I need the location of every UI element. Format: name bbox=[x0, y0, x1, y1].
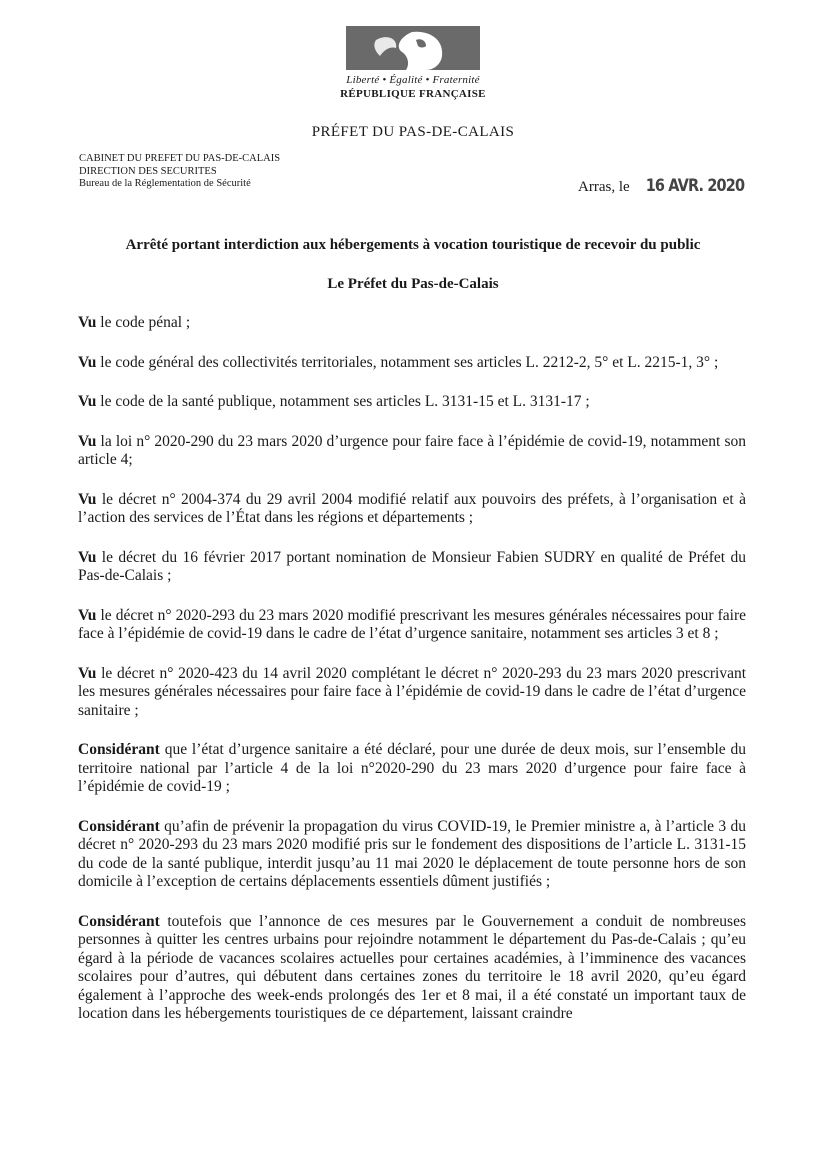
marianne-logo-graphic bbox=[346, 26, 480, 70]
paragraph-text: toutefois que l’annonce de ces mesures par le Gouvernement a conduit de nombreuses personnes à quitter les centres urbains pour rejoindre notamment le département du Pas-de-Calais ; qu’eu égard à la période de vacances scolaires actuelles pour certaines académies, à l’imminence des vacances scolaires pour d’autres, qui débutent dans certaines zones du territoire le 18 avril 2020, qu’eu égard également à l’approche des week-ends prolongés des 1er et 8 mai, il a été constaté un important taux de location dans les hébergements touristiques de ce département, laissant craindre bbox=[78, 912, 746, 1022]
date-stamp: 16 AVR. 2020 bbox=[646, 176, 745, 196]
cabinet-line: DIRECTION DES SECURITES bbox=[79, 165, 217, 177]
decree-paragraph bbox=[78, 741, 746, 797]
paragraph-lead: Vu bbox=[78, 432, 97, 450]
cabinet-line: CABINET DU PREFET DU PAS-DE-CALAIS bbox=[79, 153, 281, 164]
issuing-authority: Le Préfet du Pas-de-Calais bbox=[327, 276, 499, 292]
paragraph-lead: Vu bbox=[78, 606, 97, 624]
paragraph-lead: Vu bbox=[78, 664, 97, 682]
cabinet-address bbox=[79, 153, 280, 191]
decree-paragraph bbox=[78, 913, 746, 1024]
decree-body bbox=[78, 314, 746, 1045]
date-line bbox=[578, 176, 753, 196]
marianne-logo bbox=[346, 26, 480, 70]
decree-paragraph bbox=[78, 549, 746, 586]
decree-title: Arrêté portant interdiction aux hébergements à vocation touristique de recevoir du public bbox=[125, 237, 701, 253]
decree-paragraph bbox=[78, 607, 746, 644]
paragraph-lead: Vu bbox=[78, 548, 97, 566]
paragraph-lead: Vu bbox=[78, 393, 97, 410]
paragraph-text: le décret n° 2020-423 du 14 avril 2020 complétant le décret n° 2020-293 du 23 mars 2020 prescrivant les mesures générales nécessaires pour faire face à l’épidémie de covid-19 dans le cadre de l’état d’urgence sanitaire ; bbox=[78, 664, 746, 719]
decree-paragraph bbox=[78, 393, 746, 412]
decree-paragraph bbox=[78, 818, 746, 892]
paragraph-lead: Vu bbox=[78, 353, 97, 371]
paragraph-lead: Considérant bbox=[78, 817, 160, 835]
decree-paragraph bbox=[78, 354, 746, 373]
marianne-logo-block bbox=[340, 26, 486, 100]
paragraph-text: le code pénal ; bbox=[96, 314, 191, 331]
paragraph-text: le décret n° 2020-293 du 23 mars 2020 modifié prescrivant les mesures générales nécessaires pour faire face à l’épidémie de covid-19 dans le cadre de l’état d’urgence sanitaire, notamment ses articles 3 et 8 ; bbox=[78, 606, 746, 642]
decree-paragraph bbox=[78, 665, 746, 721]
paragraph-text: la loi n° 2020-290 du 23 mars 2020 d’urgence pour faire face à l’épidémie de covid-19, notamment son article 4; bbox=[78, 432, 746, 468]
paragraph-text: le code de la santé publique, notamment ses articles L. 3131-15 et L. 3131-17 ; bbox=[96, 393, 590, 410]
paragraph-lead: Vu bbox=[78, 490, 97, 508]
paragraph-text: qu’afin de prévenir la propagation du virus COVID-19, le Premier ministre a, à l’article 3 du décret n° 2020-293 du 23 mars 2020 modifié pris sur le fondement des dispositions de l’article L. 3131-15 du code de la santé publique, interdit jusqu’au 11 mai 2020 le déplacement de toute personne hors de son domicile à l’exception de certains déplacements essentiels dûment justifiés ; bbox=[78, 817, 746, 890]
cabinet-line: Bureau de la Réglementation de Sécurité bbox=[79, 178, 251, 189]
date-prefix: Arras, le bbox=[578, 179, 630, 195]
decree-paragraph bbox=[78, 314, 746, 333]
decree-paragraph bbox=[78, 491, 746, 528]
republic-motto: Liberté • Égalité • Fraternité bbox=[346, 74, 480, 86]
paragraph-lead: Vu bbox=[78, 314, 97, 331]
paragraph-text: le décret du 16 février 2017 portant nomination de Monsieur Fabien SUDRY en qualité de Préfet du Pas-de-Calais ; bbox=[78, 548, 746, 584]
paragraph-lead: Considérant bbox=[78, 912, 160, 930]
paragraph-text: le décret n° 2004-374 du 29 avril 2004 modifié relatif aux pouvoirs des préfets, à l’organisation et à l’action des services de l’État dans les régions et départements ; bbox=[78, 490, 746, 526]
paragraph-text: que l’état d’urgence sanitaire a été déclaré, pour une durée de deux mois, sur l’ensemble du territoire national par l’article 4 de la loi n°2020-290 du 23 mars 2020 d’urgence pour faire face à l’épidémie de covid-19 ; bbox=[78, 741, 746, 795]
paragraph-lead: Considérant bbox=[78, 741, 160, 758]
prefecture-title: PRÉFET DU PAS-DE-CALAIS bbox=[311, 124, 515, 140]
decree-paragraph bbox=[78, 433, 746, 470]
paragraph-text: le code général des collectivités territoriales, notamment ses articles L. 2212-2, 5° et L. 2215-1, 3° ; bbox=[96, 353, 719, 371]
republic-name: RÉPUBLIQUE FRANÇAISE bbox=[340, 88, 486, 100]
